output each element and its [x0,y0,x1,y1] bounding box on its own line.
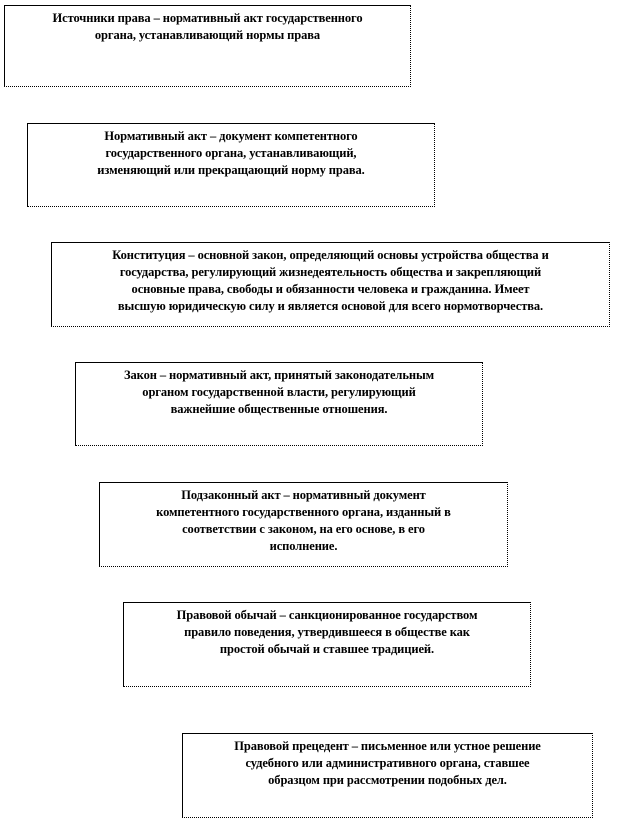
box-law-text: Закон – нормативный акт, принятый законодательным органом государственной власти, регулирующий важнейшие общественные отношения. [123,368,435,416]
box-constitution [51,242,610,327]
box-bylaw [99,482,508,567]
box-constitution-text: Конституция – основной закон, определяющий основы устройства общества и государства, регулирующий жизнедеятельность общества и закрепляющий основные права, свободы и обязанности человека и гражданина. Имеет высшую юридическую силу и является основой для всего нормотворчества. [112,248,549,313]
box-legal-precedent [182,733,593,818]
box-law [75,362,483,446]
box-legal-precedent-text: Правовой прецедент – письменное или устное решение судебного или административного органа, ставшее образцом при рассмотрении подобных дел. [234,739,541,787]
box-normative-act-text: Нормативный акт – документ компетентного государственного органа, устанавливающий, изменяющий или прекращающий норму права. [97,129,365,177]
box-sources-of-law-text: Источники права – нормативный акт государственного органа, устанавливающий нормы права [52,11,363,42]
box-bylaw-text: Подзаконный акт – нормативный документ компетентного государственного органа, изданный в соответствии с законом, на его основе, в его исполнение. [156,488,451,553]
box-sources-of-law [4,5,411,87]
box-legal-custom-text: Правовой обычай – санкционированное государством правило поведения, утвердившееся в обществе как простой обычай и ставшее традицией. [176,608,478,656]
box-normative-act [27,123,435,207]
box-legal-custom [123,602,531,687]
